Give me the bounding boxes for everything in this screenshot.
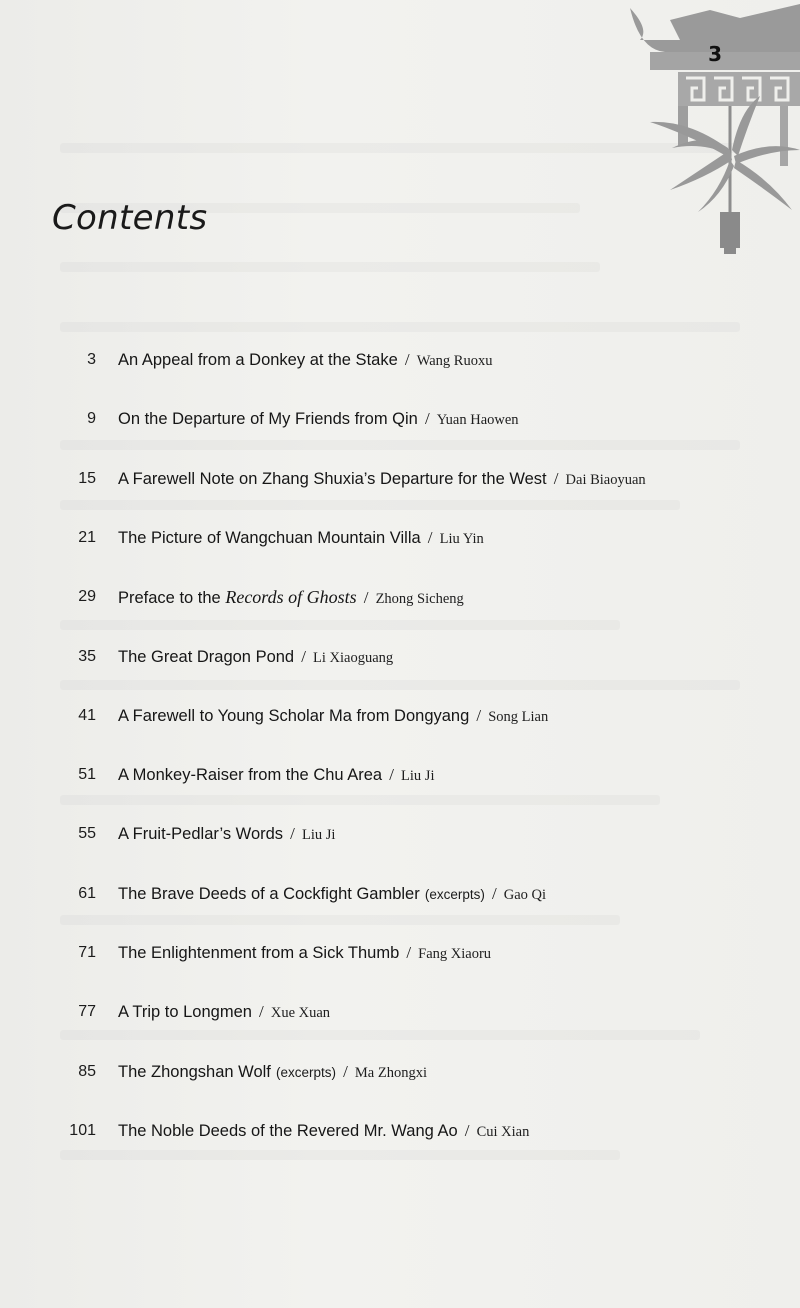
- toc-separator: /: [301, 646, 306, 666]
- contents-heading: Contents: [52, 198, 208, 238]
- toc-entry-text: [118, 346, 492, 375]
- toc-page-number: 29: [78, 588, 96, 606]
- toc-author: Ma Zhongxi: [354, 1064, 427, 1081]
- bleed-through-line: [60, 262, 600, 272]
- toc-title-text: A Trip to Longmen: [118, 1003, 252, 1022]
- toc-title: [118, 351, 398, 369]
- toc-title-text: The Great Dragon Pond: [118, 647, 295, 666]
- toc-separator: /: [290, 824, 295, 844]
- pagoda-and-bamboo-icon: [610, 0, 800, 270]
- toc-title: [118, 470, 547, 488]
- toc-note: (excerpts): [275, 1064, 336, 1080]
- toc-title-text: The Enlightenment from a Sick Thumb: [118, 944, 400, 962]
- toc-author: Dai Biaoyuan: [565, 471, 646, 488]
- toc-author: Gao Qi: [503, 886, 547, 903]
- toc-page-number: 35: [78, 647, 96, 665]
- toc-title-text: A Monkey-Raiser from the Chu Area: [118, 766, 383, 785]
- toc-entry-text: [118, 1058, 427, 1087]
- toc-separator: /: [491, 883, 497, 903]
- toc-title-text: The Brave Deeds of a Cockfight Gambler: [118, 884, 420, 903]
- toc-separator: /: [464, 1120, 470, 1140]
- toc-entry[interactable]: [0, 524, 800, 554]
- toc-title-text: The Zhongshan Wolf: [118, 1062, 271, 1081]
- toc-entry-text: [118, 939, 491, 968]
- toc-author: Liu Yin: [439, 530, 484, 547]
- toc-entry[interactable]: [0, 405, 800, 435]
- bleed-through-line: [60, 680, 740, 690]
- toc-entry[interactable]: [0, 1117, 800, 1147]
- toc-page-number: 15: [78, 469, 96, 487]
- toc-author: Li Xiaoguang: [313, 649, 394, 666]
- toc-entry[interactable]: [0, 820, 800, 850]
- toc-entry-text: [118, 998, 330, 1027]
- toc-title: [118, 885, 420, 903]
- toc-page-number: 41: [78, 706, 96, 724]
- toc-title-italic: Records of Ghosts: [225, 587, 357, 608]
- toc-title: [118, 707, 469, 725]
- bleed-through-line: [60, 1150, 620, 1160]
- toc-entry[interactable]: [0, 880, 800, 910]
- toc-title-text: The Noble Deeds of the Revered Mr. Wang Ao: [118, 1121, 458, 1140]
- toc-title: [118, 1003, 252, 1021]
- toc-entry[interactable]: [0, 465, 800, 495]
- toc-title-text: A Farewell to Young Scholar Ma from Dongyang: [118, 706, 470, 725]
- toc-separator: /: [259, 1002, 264, 1022]
- toc-entry[interactable]: [0, 939, 800, 969]
- toc-author: Liu Ji: [301, 827, 336, 844]
- bleed-through-line: [60, 1030, 700, 1040]
- toc-entry-text: [118, 465, 646, 494]
- toc-page-number: 101: [69, 1121, 96, 1139]
- page-number: 3: [708, 42, 722, 66]
- toc-title: [118, 648, 294, 666]
- toc-separator: /: [476, 705, 482, 725]
- toc-title: [118, 589, 357, 607]
- toc-author: Zhong Sicheng: [375, 591, 464, 608]
- toc-entry[interactable]: [0, 702, 800, 732]
- toc-page-number: 71: [78, 944, 96, 961]
- toc-separator: /: [553, 468, 559, 488]
- toc-entry-text: [118, 405, 519, 434]
- toc-separator: /: [343, 1061, 348, 1081]
- toc-page-number: 21: [78, 528, 96, 546]
- toc-author: Wang Ruoxu: [416, 353, 493, 369]
- toc-entry[interactable]: [0, 1058, 800, 1088]
- toc-page-number: 3: [87, 351, 96, 368]
- toc-entry-text: [118, 583, 464, 613]
- toc-author: Song Lian: [488, 708, 549, 725]
- toc-title-text: A Farewell Note on Zhang Shuxia’s Departure for the West: [118, 469, 547, 488]
- toc-title-text: A Fruit-Pedlar’s Words: [118, 825, 284, 844]
- toc-page-number: 51: [78, 766, 96, 784]
- toc-title: [118, 825, 283, 843]
- toc-title-text: An Appeal from a Donkey at the Stake: [118, 351, 398, 369]
- toc-author: Liu Ji: [401, 768, 435, 785]
- toc-entry[interactable]: [0, 346, 800, 376]
- toc-entry[interactable]: [0, 643, 800, 673]
- toc-author: Xue Xuan: [270, 1005, 331, 1022]
- toc-title: [118, 766, 382, 784]
- bleed-through-line: [60, 322, 740, 332]
- toc-page-number: 55: [78, 825, 96, 843]
- toc-page-number: 9: [87, 410, 96, 428]
- toc-entry[interactable]: [0, 583, 800, 613]
- toc-title: [118, 944, 399, 962]
- bleed-through-line: [60, 620, 620, 630]
- bleed-through-line: [60, 795, 660, 805]
- toc-title-text: Preface to the: [118, 589, 226, 608]
- toc-title: [118, 1122, 458, 1140]
- toc-author: Fang Xiaoru: [418, 946, 492, 962]
- bleed-through-line: [60, 915, 620, 925]
- bleed-through-line: [60, 500, 680, 510]
- toc-title: [118, 410, 418, 428]
- toc-note: (excerpts): [424, 886, 485, 902]
- toc-entry-text: [118, 820, 335, 849]
- toc-entry[interactable]: [0, 998, 800, 1028]
- toc-page-number: 77: [78, 1003, 96, 1021]
- toc-entry-text: [118, 761, 434, 790]
- toc-entry-text: [118, 643, 393, 672]
- toc-title-text: The Picture of Wangchuan Mountain Villa: [118, 528, 421, 547]
- toc-separator: /: [424, 409, 430, 429]
- toc-entry-text: [118, 880, 546, 909]
- toc-separator: /: [363, 588, 369, 608]
- toc-page-number: 85: [78, 1062, 96, 1080]
- toc-title: [118, 529, 421, 547]
- toc-page-number: 61: [78, 884, 96, 902]
- toc-separator: /: [427, 527, 433, 547]
- toc-entry-text: [118, 1117, 529, 1146]
- bleed-through-line: [60, 440, 740, 450]
- toc-separator: /: [404, 350, 410, 369]
- toc-separator: /: [389, 765, 394, 785]
- toc-entry-text: [118, 702, 548, 731]
- toc-title: [118, 1063, 271, 1081]
- toc-separator: /: [406, 943, 412, 962]
- toc-author: Yuan Haowen: [436, 412, 519, 429]
- toc-entry-text: [118, 524, 484, 553]
- toc-title-text: On the Departure of My Friends from Qin: [118, 410, 418, 429]
- toc-author: Cui Xian: [476, 1123, 530, 1140]
- toc-entry[interactable]: [0, 761, 800, 791]
